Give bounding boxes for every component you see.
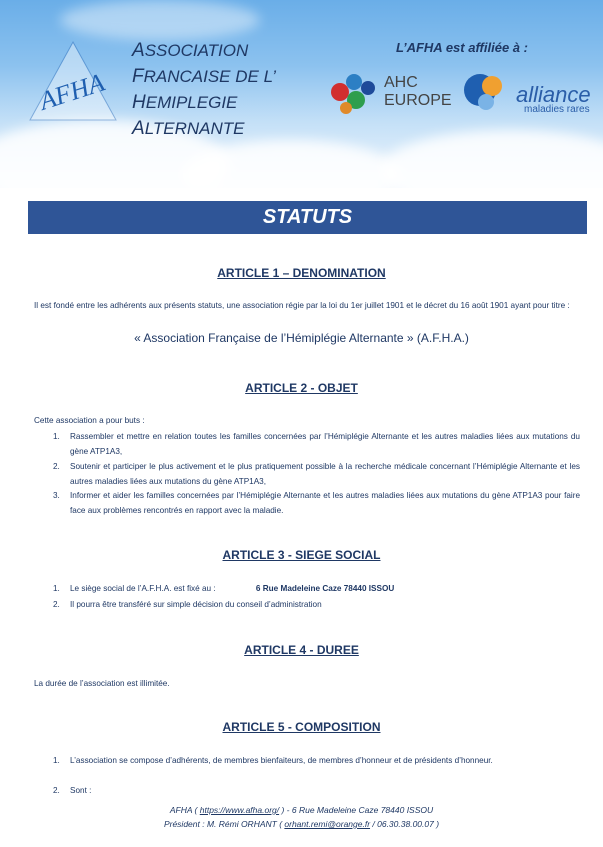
list-item: Rassembler et mettre en relation toutes les familles concernées par l’Hémiplégie Alternante et les autres maladies liées aux mutations du gène ATP1A3, (70, 432, 580, 456)
association-line: FRANCAISE DE L’ (132, 66, 276, 87)
email-link[interactable]: orhant.remi@orange.fr (284, 819, 371, 829)
alliance-subtitle: maladies rares (524, 104, 590, 115)
association-full-name: « Association Française de l’Hémiplégie Alternante » (A.F.H.A.) (134, 331, 469, 345)
article-4-text: La durée de l’association est illimitée. (34, 679, 170, 688)
association-line: ALTERNANTE (132, 118, 245, 139)
association-name (132, 38, 276, 142)
ahc-europe-text: AHC EUROPE (384, 74, 452, 109)
list-item: L’association se compose d’adhérents, de membres bienfaiteurs, de membres d’honneur et de présidents d’honneur. (70, 756, 493, 765)
website-link[interactable]: https://www.afha.org/ (199, 805, 280, 815)
list-item: Le siège social de l’A.F.H.A. est fixé au : 6 Rue Madeleine Caze 78440 ISSOU (70, 584, 395, 593)
alliance-logo-icon (460, 68, 516, 118)
list-number: 2. (53, 600, 60, 609)
article-2-intro: Cette association a pour buts : (34, 416, 145, 425)
list-number: 1. (53, 756, 60, 765)
affiliation-label: L’AFHA est affiliée à : (396, 40, 528, 55)
list-number: 1. (53, 584, 60, 593)
list-number: 2. (53, 462, 60, 471)
footer-line-2: Président : M. Rémi ORHANT ( orhant.remi@orange.fr / 06.30.38.00.07 ) (163, 819, 440, 829)
footer-line-1: AFHA ( https://www.afha.org/ ) - 6 Rue Madeleine Caze 78440 ISSOU (169, 805, 434, 815)
article-1-title: ARTICLE 1 – DENOMINATION (217, 266, 386, 280)
list-number: 3. (53, 491, 60, 500)
header-banner (0, 0, 603, 188)
list-item: Sont : (70, 786, 92, 795)
article-1-text: Il est fondé entre les adhérents aux présents statuts, une association régie par la loi du 1er juillet 1901 et le décret du 16 août 1901 ayant pour titre : (34, 301, 570, 310)
cloud (380, 130, 603, 188)
list-item: Soutenir et participer le plus activement et le plus pratiquement possible à la recherche médicale concernant l’Hémiplégie Alternante et les autres maladies liées aux mutations du gène ATP1A3, (70, 462, 580, 486)
list-number: 1. (53, 432, 60, 441)
cloud (60, 0, 260, 40)
headquarters-address: 6 Rue Madeleine Caze 78440 ISSOU (255, 584, 395, 593)
alliance-name: alliance (516, 82, 591, 107)
logo-text: AFHA (35, 67, 108, 116)
article-4-title: ARTICLE 4 - DUREE (244, 643, 359, 657)
afha-logo (28, 40, 118, 122)
association-line: HEMIPLEGIE (132, 92, 238, 113)
article-5-title: ARTICLE 5 - COMPOSITION (222, 720, 381, 734)
association-line: ASSOCIATION (132, 40, 249, 61)
article-3-title: ARTICLE 3 - SIEGE SOCIAL (222, 548, 381, 562)
ahc-europe-logo-icon (326, 68, 382, 120)
page-title: STATUTS (28, 201, 587, 234)
list-item: Informer et aider les familles concernées par l’Hémiplégie Alternante et les autres maladies liées aux mutations du gène ATP1A3 pour faire face aux problèmes rencontrés en rapport avec la maladie. (70, 491, 580, 515)
article-2-title: ARTICLE 2 - OBJET (245, 381, 358, 395)
list-item: Il pourra être transféré sur simple décision du conseil d’administration (70, 600, 322, 609)
list-number: 2. (53, 786, 60, 795)
